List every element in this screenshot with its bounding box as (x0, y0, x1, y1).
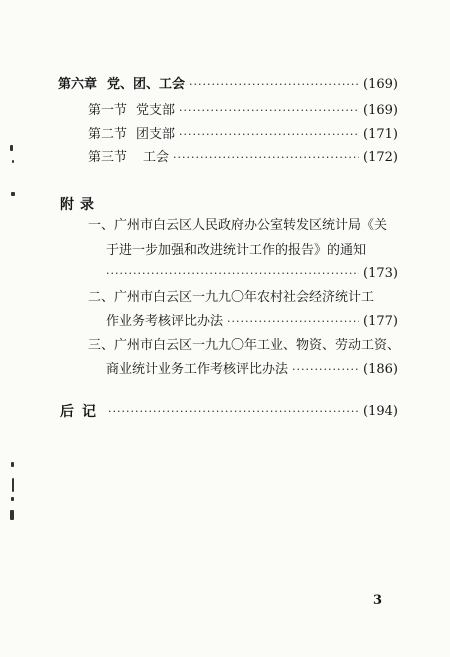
section-title: 工会 (143, 150, 170, 165)
afterword-title: 后记 (60, 404, 104, 420)
section-title: 党支部 (136, 103, 176, 118)
scan-speck (10, 145, 13, 151)
appendix-item-1-pageline[interactable] (106, 266, 398, 282)
chapter-label: 第六章 (58, 77, 98, 92)
section-label: 第一节 (88, 103, 128, 118)
appendix-item-1-line1[interactable]: 一、广州市白云区人民政府办公室转发区统计局《关 (88, 218, 388, 233)
appendix-heading: 附录 (60, 197, 100, 213)
leader-dots (179, 127, 359, 143)
leader-dots (189, 77, 359, 93)
section-title: 团支部 (136, 127, 176, 142)
scan-speck (12, 478, 14, 492)
section-label: 第三节 (88, 150, 128, 165)
page-ref: (169) (363, 77, 398, 92)
leader-dots (227, 314, 359, 330)
leader-dots (292, 362, 359, 378)
toc-section-2[interactable] (88, 127, 398, 143)
page-ref: (194) (363, 404, 398, 419)
appendix-item-3-line2[interactable] (106, 362, 398, 378)
scan-speck (11, 192, 15, 196)
page-ref: (177) (363, 314, 398, 329)
page-ref: (169) (363, 103, 398, 118)
page-ref: (171) (363, 127, 398, 142)
appendix-item-1-line2[interactable]: 于进一步加强和改进统计工作的报告》的通知 (106, 243, 367, 258)
toc-chapter-6[interactable] (58, 77, 398, 93)
toc-section-3[interactable] (88, 150, 398, 166)
scan-speck (10, 510, 14, 520)
section-label: 第二节 (88, 127, 128, 142)
appendix-item-title-cont: 商业统计业务工作考核评比办法 (106, 362, 289, 377)
page-ref: (173) (363, 266, 398, 281)
chapter-title: 党、团、工会 (107, 77, 186, 92)
appendix-item-title-cont: 作业务考核评比办法 (106, 314, 224, 329)
leader-dots (173, 150, 359, 166)
leader-dots (108, 404, 359, 420)
page-number: 3 (373, 593, 383, 608)
appendix-item-3-line1[interactable]: 三、广州市白云区一九九〇年工业、物资、劳动工资、 (88, 338, 401, 353)
page-ref: (186) (363, 362, 398, 377)
scan-speck (12, 160, 14, 163)
appendix-item-2-line2[interactable] (106, 314, 398, 330)
toc-afterword[interactable] (60, 404, 398, 420)
scan-speck (11, 462, 14, 467)
scan-speck (11, 497, 14, 501)
toc-section-1[interactable] (88, 103, 398, 119)
leader-dots (179, 103, 359, 119)
appendix-item-2-line1[interactable]: 二、广州市白云区一九九〇年农村社会经济统计工 (88, 290, 375, 305)
page-ref: (172) (363, 150, 398, 165)
leader-dots (106, 266, 359, 282)
